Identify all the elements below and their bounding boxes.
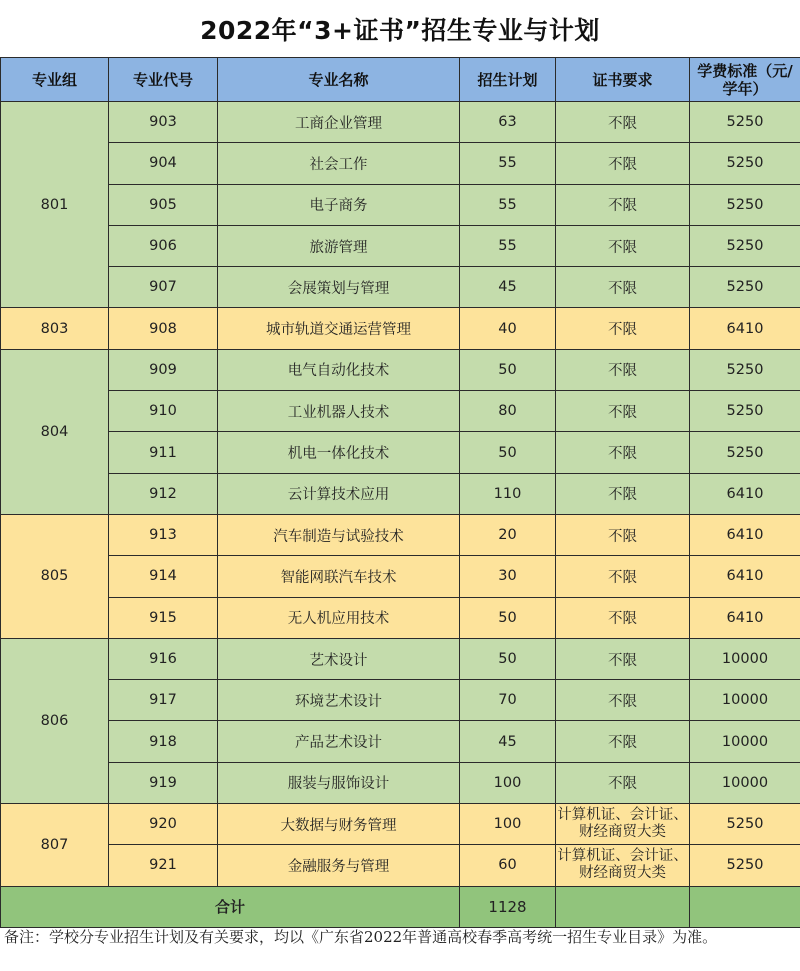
table-row — [1, 721, 800, 762]
code-cell: 905 — [109, 184, 218, 225]
header-fee: 学费标准（元/学年） — [690, 58, 800, 102]
table-row — [1, 556, 800, 597]
table-header-row — [1, 58, 800, 102]
requirement-cell: 不限 — [556, 514, 690, 555]
code-cell: 917 — [109, 680, 218, 721]
table-row — [1, 143, 800, 184]
fee-cell: 6410 — [690, 556, 800, 597]
requirement-cell: 不限 — [556, 184, 690, 225]
plan-cell: 50 — [460, 597, 556, 638]
code-cell: 916 — [109, 638, 218, 679]
fee-cell: 5250 — [690, 225, 800, 266]
header-group: 专业组 — [1, 58, 109, 102]
table-row — [1, 267, 800, 308]
fee-cell: 10000 — [690, 638, 800, 679]
requirement-cell: 不限 — [556, 102, 690, 143]
fee-cell: 5250 — [690, 143, 800, 184]
plan-cell: 100 — [460, 762, 556, 803]
group-cell: 805 — [1, 514, 109, 638]
code-cell: 911 — [109, 432, 218, 473]
fee-cell: 10000 — [690, 721, 800, 762]
name-cell: 汽车制造与试验技术 — [218, 514, 460, 555]
enrollment-plan-table — [0, 57, 800, 928]
total-label: 合计 — [1, 886, 460, 927]
requirement-cell: 不限 — [556, 473, 690, 514]
requirement-cell: 计算机证、会计证、财经商贸大类 — [556, 845, 690, 886]
plan-cell: 45 — [460, 721, 556, 762]
plan-cell: 70 — [460, 680, 556, 721]
name-cell: 旅游管理 — [218, 225, 460, 266]
fee-cell: 6410 — [690, 308, 800, 349]
name-cell: 电气自动化技术 — [218, 349, 460, 390]
fee-cell: 5250 — [690, 102, 800, 143]
fee-cell: 5250 — [690, 267, 800, 308]
total-row — [1, 886, 800, 927]
table-row — [1, 845, 800, 886]
name-cell: 电子商务 — [218, 184, 460, 225]
code-cell: 913 — [109, 514, 218, 555]
plan-cell: 110 — [460, 473, 556, 514]
plan-cell: 80 — [460, 391, 556, 432]
name-cell: 城市轨道交通运营管理 — [218, 308, 460, 349]
table-row — [1, 432, 800, 473]
header-requirement: 证书要求 — [556, 58, 690, 102]
fee-cell: 10000 — [690, 762, 800, 803]
name-cell: 云计算技术应用 — [218, 473, 460, 514]
name-cell: 服装与服饰设计 — [218, 762, 460, 803]
table-row — [1, 804, 800, 845]
header-plan: 招生计划 — [460, 58, 556, 102]
code-cell: 915 — [109, 597, 218, 638]
requirement-cell: 不限 — [556, 762, 690, 803]
name-cell: 产品艺术设计 — [218, 721, 460, 762]
plan-cell: 55 — [460, 143, 556, 184]
requirement-cell: 不限 — [556, 597, 690, 638]
code-cell: 909 — [109, 349, 218, 390]
requirement-cell: 不限 — [556, 638, 690, 679]
requirement-cell: 不限 — [556, 680, 690, 721]
plan-cell: 100 — [460, 804, 556, 845]
table-row — [1, 225, 800, 266]
code-cell: 912 — [109, 473, 218, 514]
fee-cell: 5250 — [690, 804, 800, 845]
header-code: 专业代号 — [109, 58, 218, 102]
code-cell: 921 — [109, 845, 218, 886]
code-cell: 908 — [109, 308, 218, 349]
total-plan: 1128 — [460, 886, 556, 927]
requirement-cell: 不限 — [556, 556, 690, 597]
requirement-cell: 不限 — [556, 225, 690, 266]
name-cell: 环境艺术设计 — [218, 680, 460, 721]
fee-cell: 10000 — [690, 680, 800, 721]
total-empty-fee — [690, 886, 800, 927]
code-cell: 910 — [109, 391, 218, 432]
requirement-cell: 计算机证、会计证、财经商贸大类 — [556, 804, 690, 845]
fee-cell: 6410 — [690, 514, 800, 555]
plan-cell: 55 — [460, 184, 556, 225]
requirement-cell: 不限 — [556, 432, 690, 473]
requirement-cell: 不限 — [556, 267, 690, 308]
name-cell: 艺术设计 — [218, 638, 460, 679]
fee-cell: 5250 — [690, 349, 800, 390]
code-cell: 907 — [109, 267, 218, 308]
group-cell: 804 — [1, 349, 109, 514]
table-row — [1, 308, 800, 349]
table-row — [1, 102, 800, 143]
plan-cell: 45 — [460, 267, 556, 308]
code-cell: 914 — [109, 556, 218, 597]
group-cell: 807 — [1, 804, 109, 887]
requirement-cell: 不限 — [556, 391, 690, 432]
name-cell: 机电一体化技术 — [218, 432, 460, 473]
table-body — [1, 102, 800, 887]
code-cell: 919 — [109, 762, 218, 803]
requirement-cell: 不限 — [556, 349, 690, 390]
plan-cell: 60 — [460, 845, 556, 886]
total-empty-requirement — [556, 886, 690, 927]
name-cell: 工业机器人技术 — [218, 391, 460, 432]
table-row — [1, 638, 800, 679]
fee-cell: 5250 — [690, 432, 800, 473]
fee-cell: 5250 — [690, 845, 800, 886]
name-cell: 大数据与财务管理 — [218, 804, 460, 845]
table-row — [1, 762, 800, 803]
code-cell: 920 — [109, 804, 218, 845]
table-row — [1, 597, 800, 638]
plan-cell: 63 — [460, 102, 556, 143]
requirement-cell: 不限 — [556, 721, 690, 762]
requirement-cell: 不限 — [556, 143, 690, 184]
plan-cell: 50 — [460, 432, 556, 473]
code-cell: 906 — [109, 225, 218, 266]
group-cell: 803 — [1, 308, 109, 349]
name-cell: 金融服务与管理 — [218, 845, 460, 886]
table-row — [1, 514, 800, 555]
table-row — [1, 349, 800, 390]
header-name: 专业名称 — [218, 58, 460, 102]
table-row — [1, 680, 800, 721]
plan-cell: 50 — [460, 349, 556, 390]
name-cell: 会展策划与管理 — [218, 267, 460, 308]
footnote: 备注：学校分专业招生计划及有关要求，均以《广东省2022年普通高校春季高考统一招生专业目录》为准。 — [4, 928, 718, 946]
requirement-cell: 不限 — [556, 308, 690, 349]
name-cell: 社会工作 — [218, 143, 460, 184]
group-cell: 806 — [1, 638, 109, 803]
code-cell: 918 — [109, 721, 218, 762]
plan-cell: 20 — [460, 514, 556, 555]
plan-cell: 50 — [460, 638, 556, 679]
table-row — [1, 473, 800, 514]
plan-cell: 55 — [460, 225, 556, 266]
fee-cell: 5250 — [690, 391, 800, 432]
group-cell: 801 — [1, 102, 109, 308]
name-cell: 无人机应用技术 — [218, 597, 460, 638]
code-cell: 903 — [109, 102, 218, 143]
fee-cell: 5250 — [690, 184, 800, 225]
table-row — [1, 391, 800, 432]
table-row — [1, 184, 800, 225]
name-cell: 智能网联汽车技术 — [218, 556, 460, 597]
page-title: 2022年“3+证书”招生专业与计划 — [200, 16, 600, 45]
fee-cell: 6410 — [690, 597, 800, 638]
code-cell: 904 — [109, 143, 218, 184]
plan-cell: 30 — [460, 556, 556, 597]
plan-cell: 40 — [460, 308, 556, 349]
fee-cell: 6410 — [690, 473, 800, 514]
name-cell: 工商企业管理 — [218, 102, 460, 143]
